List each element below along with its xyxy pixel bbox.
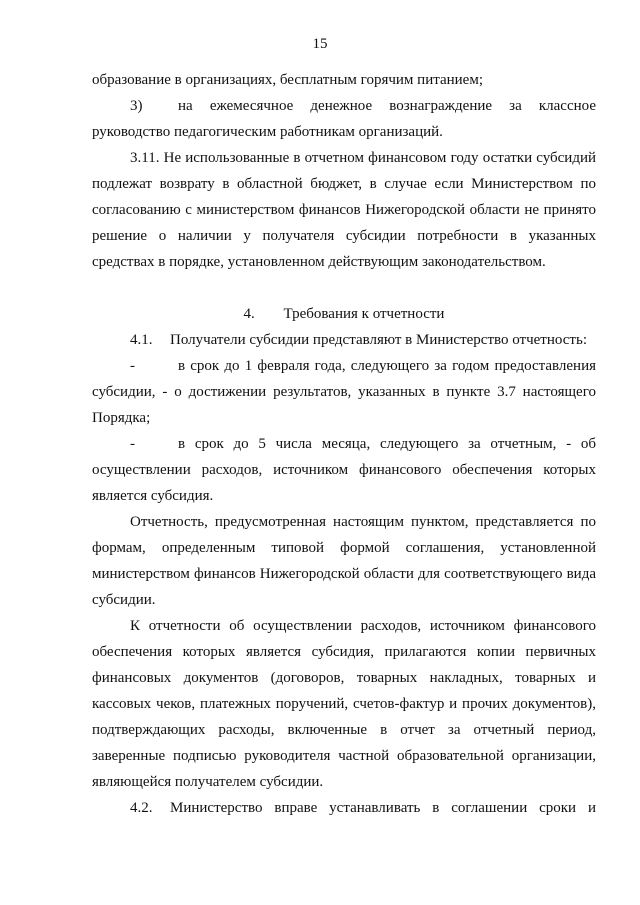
section-4-number: 4. [243, 306, 255, 322]
clause-4-2 [92, 795, 596, 821]
list-item-3-line-1 [92, 93, 596, 119]
attachments-paragraph: К отчетности об осуществлении расходов, источником финансового обеспечения которых является субсидия, прилагаются копии первичных финансовых документов (договоров, товарных накладных, товарных и кассовых чеков, платежных поручений, счетов-фактур и прочих документов), подтверждающих расходы, включенные в отчет за отчетный период, заверенные подписью руководителя частной образовательной организации, являющейся получателем субсидии. [92, 618, 596, 790]
clause-4-1 [92, 327, 596, 353]
list-item-3-text: на ежемесячное денежное вознаграждение за классное [178, 98, 596, 114]
clause-3-11 [92, 145, 596, 275]
clause-4-1-marker: 4.1. [130, 332, 153, 348]
continued-line: образование в организациях, бесплатным горячим питанием; [92, 72, 483, 88]
dash-item-2 [92, 431, 596, 509]
list-item-3-marker: 3) [130, 98, 143, 114]
dash-item-1 [92, 353, 596, 431]
dash-item-2-marker: - [130, 436, 135, 452]
section-4-title: Требования к отчетности [283, 306, 445, 322]
list-item-3-line-2: руководство педагогическим работникам организаций. [92, 124, 443, 140]
dash-item-2-text: в срок до 5 числа месяца, следующего за отчетным, - об осуществлении расходов, источником финансового обеспечения которых является субсидия. [92, 436, 596, 504]
clause-4-2-text: Министерство вправе устанавливать в соглашении сроки и [170, 800, 596, 816]
section-4-heading [92, 301, 596, 327]
document-body [92, 67, 596, 821]
clause-3-11-marker: 3.11. [130, 150, 160, 166]
clause-4-2-marker: 4.2. [130, 800, 153, 816]
dash-item-1-text: в срок до 1 февраля года, следующего за годом предоставления субсидии, - о достижении результатов, указанных в пункте 3.7 настоящего Порядка; [92, 358, 596, 426]
page-number: 15 [312, 36, 328, 52]
dash-item-1-marker: - [130, 358, 135, 374]
clause-4-1-text: Получатели субсидии представляют в Министерство отчетность: [170, 332, 587, 348]
clause-3-11-text: Не использованные в отчетном финансовом году остатки субсидий подлежат возврату в областной бюджет, в случае если Министерством по согласованию с министерством финансов Нижегородской области не принято решение о наличии у получателя субсидии потребности в указанных средствах в порядке, установленном действующим законодательством. [92, 150, 597, 270]
reporting-forms-paragraph: Отчетность, предусмотренная настоящим пунктом, представляется по формам, определенным типовой формой соглашения, установленной министерством финансов Нижегородской области для соответствующего вида субсидии. [92, 514, 596, 608]
